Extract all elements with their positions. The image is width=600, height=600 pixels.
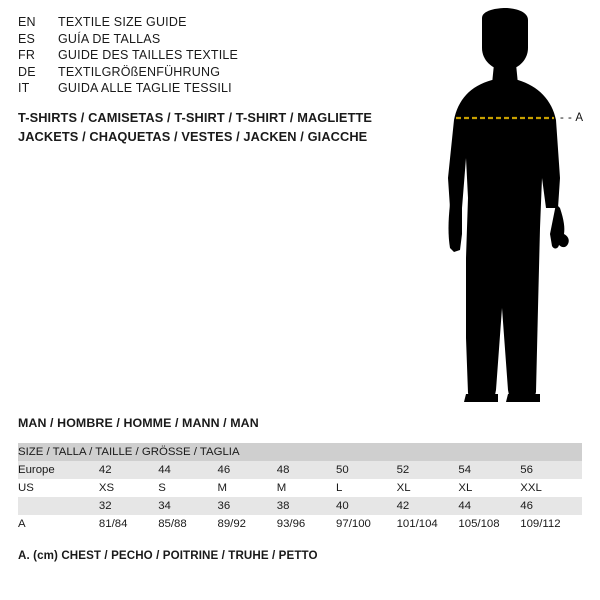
- language-row-es: [18, 31, 378, 48]
- language-code-fr: FR: [18, 48, 36, 62]
- cell-value: 36: [217, 500, 231, 512]
- table-row: [18, 461, 582, 479]
- language-text-it: GUIDA ALLE TAGLIE TESSILI: [58, 81, 232, 95]
- cell-value: 34: [158, 500, 171, 512]
- garment-line-tshirts: T-SHIRTS / CAMISETAS / T-SHIRT / T-SHIRT / MAGLIETTE: [18, 110, 373, 125]
- language-row-de: [18, 64, 378, 81]
- cell-value: 81/84: [98, 518, 128, 530]
- cell-value: 42: [396, 500, 410, 512]
- cell-value: 38: [276, 500, 290, 512]
- cell-value: M: [217, 482, 227, 494]
- table-header-label: SIZE / TALLA / TAILLE / GRÖSSE / TAGLIA: [18, 446, 240, 458]
- male-silhouette-figure: [410, 8, 600, 408]
- cell-value: 89/92: [217, 518, 246, 530]
- cell-value: XS: [98, 482, 115, 494]
- cell-value: 40: [336, 500, 349, 512]
- cell-value: 48: [276, 464, 290, 476]
- cell-value: M: [276, 482, 287, 494]
- cell-value: 44: [458, 500, 472, 512]
- cell-value: XXL: [520, 482, 542, 494]
- silhouette-icon: [410, 8, 600, 408]
- cell-value: 42: [98, 464, 112, 476]
- table-footnote: A. (cm) CHEST / PECHO / POITRINE / TRUHE / PETTO: [18, 549, 318, 562]
- language-text-es: GUÍA DE TALLAS: [58, 31, 161, 46]
- cell-value: 85/88: [158, 518, 187, 530]
- language-code-en: EN: [18, 15, 36, 29]
- language-row-it: [18, 80, 378, 97]
- language-text-de: TEXTILGRÖßENFÜHRUNG: [58, 64, 221, 79]
- cell-value: 44: [158, 464, 171, 476]
- language-text-fr: GUIDE DES TAILLES TEXTILE: [58, 48, 239, 62]
- language-row-en: [18, 14, 378, 31]
- cell-value: XL: [396, 482, 411, 494]
- table-row: [18, 515, 582, 533]
- size-table: [18, 443, 582, 533]
- language-code-de: DE: [18, 64, 36, 79]
- row-label-us: US: [18, 482, 34, 494]
- cell-value: 56: [520, 464, 533, 476]
- cell-value: 52: [396, 464, 410, 476]
- language-code-es: ES: [18, 31, 36, 46]
- row-label-us-numeric: [18, 497, 99, 515]
- cell-value: S: [158, 482, 166, 494]
- table-section-title: MAN / HOMBRE / HOMME / MANN / MAN: [18, 416, 259, 430]
- cell-value: 46: [520, 500, 533, 512]
- cell-value: L: [336, 482, 343, 494]
- cell-value: XL: [458, 482, 473, 494]
- language-code-it: IT: [18, 81, 30, 95]
- cell-value: 93/96: [276, 518, 306, 530]
- language-guide-list: [18, 14, 378, 97]
- row-label-europe: Europe: [18, 464, 55, 476]
- cell-value: 105/108: [458, 518, 500, 530]
- language-text-en: TEXTILE SIZE GUIDE: [58, 15, 187, 29]
- cell-value: 50: [336, 464, 349, 476]
- table-row: [18, 497, 582, 515]
- cell-value: 32: [98, 500, 112, 512]
- cell-value: 54: [458, 464, 472, 476]
- cell-value: 101/104: [396, 518, 438, 530]
- language-row-fr: [18, 47, 378, 64]
- cell-value: 46: [217, 464, 231, 476]
- table-row: [18, 479, 582, 497]
- measure-label-a: - - A: [560, 112, 584, 124]
- cell-value: 109/112: [520, 518, 561, 530]
- row-label-a: A: [18, 518, 26, 530]
- garment-types: [18, 108, 418, 146]
- table-header-row: [18, 443, 582, 461]
- garment-line-jackets: JACKETS / CHAQUETAS / VESTES / JACKEN / GIACCHE: [18, 129, 368, 145]
- cell-value: 97/100: [336, 518, 371, 530]
